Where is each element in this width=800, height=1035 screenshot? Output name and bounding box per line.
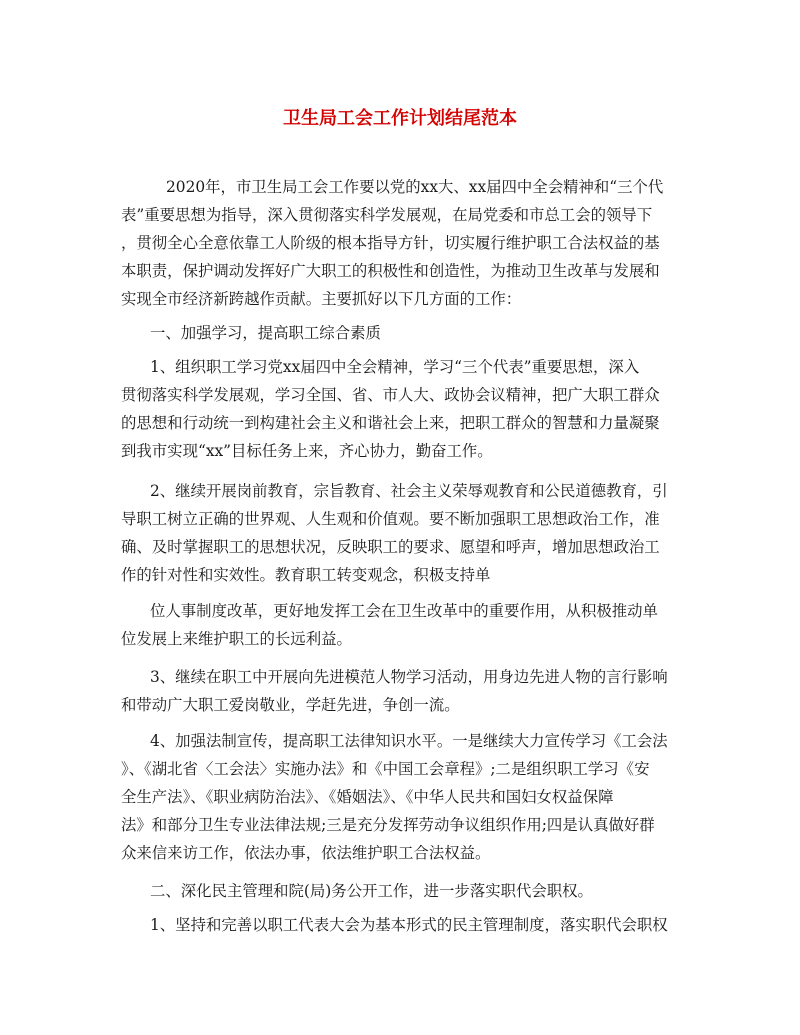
paragraph-line: 贯彻落实科学发展观，学习全国、省、市人大、政协会议精神，把广大职工群众 (121, 386, 660, 404)
paragraph-line: 众来信来访工作，依法办事，依法维护职工合法权益。 (121, 844, 491, 862)
paragraph-line: 全生产法》、《职业病防治法》、《婚姻法》、《中华人民共和国妇女权益保障 (121, 788, 614, 806)
paragraph-line: 3、继续在职工中开展向先进模范人物学习活动，用身边先进人物的言行影响 (150, 668, 668, 686)
paragraph-line: 表”重要思想为指导，深入贯彻落实科学发展观，在局党委和市总工会的领导下 (121, 206, 653, 224)
paragraph-line: 本职责，保护调动发挥好广大职工的积极性和创造性，为推动卫生改革与发展和 (121, 262, 660, 280)
document-title: 卫生局工会工作计划结尾范本 (283, 108, 517, 129)
paragraph-line: 实现全市经济新跨越作贡献。主要抓好以下几方面的工作： (121, 290, 522, 308)
section-heading: 一、加强学习，提高职工综合素质 (150, 324, 381, 342)
paragraph-line: ，贯彻全心全意依靠工人阶级的根本指导方针，切实履行维护职工合法权益的基 (121, 234, 660, 252)
paragraph-line: 4、加强法制宣传，提高职工法律知识水平。一是继续大力宣传学习《工会法 (150, 732, 668, 750)
paragraph-line: 导职工树立正确的世界观、人生观和价值观。要不断加强职工思想政治工作，准 (121, 510, 660, 528)
paragraph-line: 位人事制度改革，更好地发挥工会在卫生改革中的重要作用，从积极推动单 (150, 602, 658, 620)
paragraph-line: 2020年，市卫生局工会工作要以党的xx大、xx届四中全会精神和“三个代 (166, 178, 664, 196)
paragraph-line: 作的针对性和实效性。教育职工转变观念，积极支持单 (121, 566, 491, 584)
paragraph-line: 1、坚持和完善以职工代表大会为基本形式的民主管理制度，落实职代会职权 (150, 916, 668, 934)
paragraph-line: 的思想和行动统一到构建社会主义和谐社会上来，把职工群众的智慧和力量凝聚 (121, 414, 660, 432)
paragraph-line: 到我市实现“xx”目标任务上来，齐心协力，勤奋工作。 (121, 442, 493, 460)
paragraph-line: 确、及时掌握职工的思想状况，反映职工的要求、愿望和呼声，增加思想政治工 (121, 538, 660, 556)
paragraph-line: 和带动广大职工爱岗敬业，学赶先进，争创一流。 (121, 696, 460, 714)
paragraph-line: 法》和部分卫生专业法律法规;三是充分发挥劳动争议组织作用;四是认真做好群 (121, 816, 655, 834)
paragraph-line: 》、《湖北省〈工会法〉实施办法》和《中国工会章程》;二是组织职工学习《安 (121, 760, 650, 778)
section-heading: 二、深化民主管理和院(局)务公开工作，进一步落实职代会职权。 (150, 882, 593, 900)
paragraph-line: 2、继续开展岗前教育，宗旨教育、社会主义荣辱观教育和公民道德教育，引 (150, 482, 668, 500)
paragraph-line: 1、组织职工学习党xx届四中全会精神，学习“三个代表”重要思想，深入 (150, 358, 640, 376)
paragraph-line: 位发展上来维护职工的长远利益。 (121, 630, 352, 648)
